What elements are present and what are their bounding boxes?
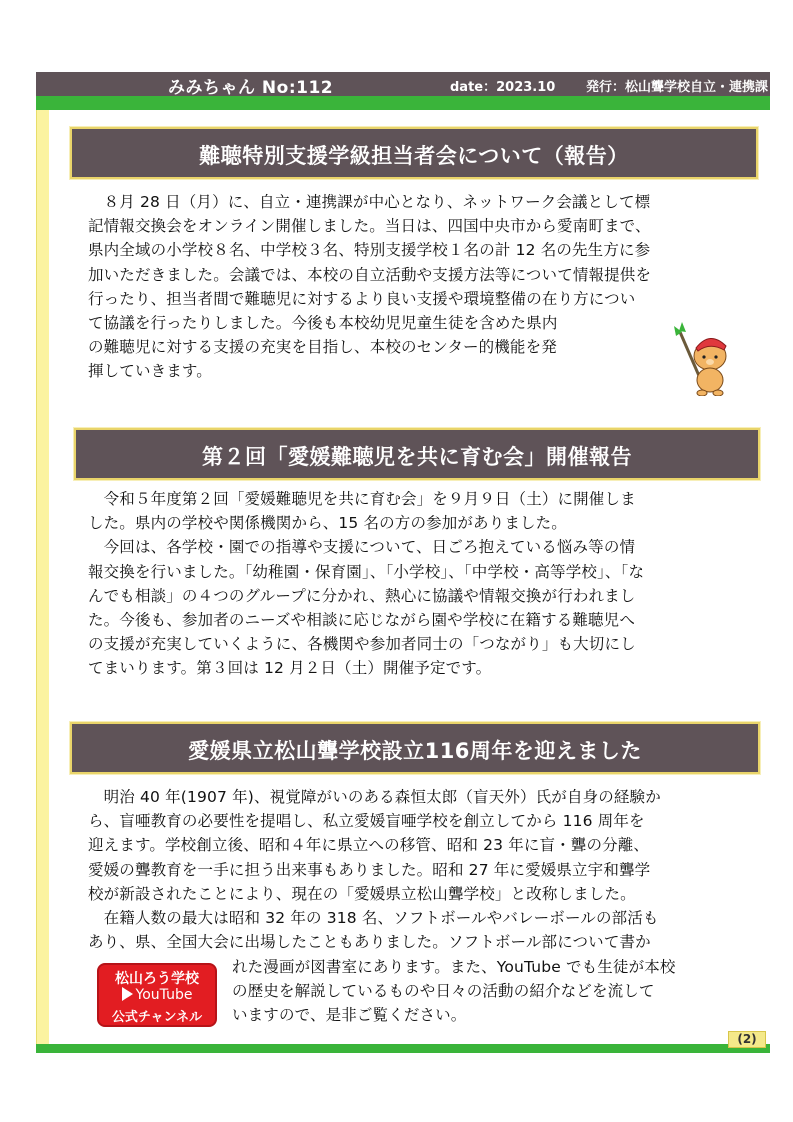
publisher: 発行：松山聾学校自立・連携課 <box>586 80 769 95</box>
section3-line: 迎えます。学校創立後、昭和４年に県立への移管、昭和 23 年に盲・聾の分離、 <box>88 836 650 855</box>
section3-line: いますので、是非ご覧ください。 <box>232 1006 467 1025</box>
section3-heading-box <box>70 722 760 774</box>
play-icon <box>122 987 133 1001</box>
section1-heading-box <box>70 127 758 179</box>
section2-line: 報交換を行いました。「幼稚園・保育園」、「小学校」、「中学校・高等学校」、「な <box>88 562 645 581</box>
section2-line: んでも相談」の４つのグループに分かれ、熱心に協議や情報交換が行われまし <box>88 586 636 605</box>
section3-line: の歴史を解説しているものや日々の活動の紹介などを流して <box>232 982 655 1001</box>
youtube-badge-service <box>99 987 215 1003</box>
section1-line: の難聴児に対する支援の充実を目指し、本校のセンター的機能を発 <box>88 338 557 357</box>
section2-heading-box <box>74 428 760 480</box>
page-number: (2) <box>728 1031 766 1048</box>
header-green-stripe <box>36 96 770 110</box>
section3-line: あり、県、全国大会に出場したこともありました。ソフトボール部について書か <box>88 933 651 952</box>
left-margin-rule <box>36 72 49 1044</box>
section1-line: 記情報交換会をオンライン開催しました。当日は、四国中央市から愛南町まで、 <box>88 217 651 236</box>
section1-line: 揮していきます。 <box>88 362 212 381</box>
bear-mascot-illustration <box>668 322 734 396</box>
section1-line: 加いただきました。会議では、本校の自立活動や支援方法等について情報提供を <box>88 265 652 284</box>
youtube-badge-school-name: 松山ろう学校 <box>115 971 199 987</box>
section1-line: て協議を行ったりしました。今後も本校幼児児童生徒を含めた県内 <box>88 314 558 333</box>
section2-line: した。県内の学校や関係機関から、15 名の方の参加がありました。 <box>88 514 567 533</box>
section3-line: 明治 40 年(1907 年)、視覚障がいのある森恒太郎（盲天外）氏が自身の経験か <box>88 788 661 806</box>
youtube-badge-channel: 公式チャンネル <box>111 1010 203 1025</box>
section3-line: れた漫画が図書室にあります。また、YouTube でも生徒が本校 <box>232 958 676 976</box>
section2-line: てまいります。第３回は 12 月２日（土）開催予定です。 <box>88 659 492 678</box>
section2-title: 第２回「愛媛難聴児を共に育む会」開催報告 <box>202 445 632 469</box>
footer-green-stripe <box>36 1044 770 1053</box>
section3-line: 愛媛の聾教育を一手に担う出来事もありました。昭和 27 年に愛媛県立宇和聾学 <box>88 860 651 879</box>
section1-title: 難聴特別支援学級担当者会について（報告） <box>199 144 629 168</box>
section3-title: 愛媛県立松山聾学校設立116周年を迎えました <box>188 739 642 763</box>
section2-line: 今回は、各学校・園での指導や支援について、日ごろ抱えている悩み等の情 <box>88 538 636 557</box>
section1-body <box>88 190 651 384</box>
section2-line: の支援が充実していくように、各機関や参加者同士の「つながり」も大切にし <box>88 635 636 654</box>
section3-line: 在籍人数の最大は昭和 32 年の 318 名、ソフトボールやバレーボールの部活も <box>88 909 659 928</box>
section2-line: た。今後も、参加者のニーズや相談に応じながら園や学校に在籍する難聴児へ <box>88 611 635 630</box>
section3-line: ら、盲唖教育の必要性を提唱し、私立愛媛盲唖学校を創立してから 116 周年を <box>88 812 645 831</box>
section1-line: 行ったり、担当者間で難聴児に対するより良い支援や環境整備の在り方につい <box>88 289 636 308</box>
youtube-badge-label: YouTube <box>135 987 193 1003</box>
youtube-channel-badge[interactable] <box>97 963 217 1027</box>
section1-line: 県内全域の小学校８名、中学校３名、特別支援学校１名の計 12 名の先生方に参 <box>88 241 651 260</box>
newsletter-title: みみちゃん No:112 <box>168 78 334 98</box>
section1-line: ８月 28 日（月）に、自立・連携課が中心となり、ネットワーク会議として標 <box>88 193 651 211</box>
section2-body <box>88 487 644 681</box>
section3-body <box>88 785 661 954</box>
section2-line: 令和５年度第２回「愛媛難聴児を共に育む会」を９月９日（土）に開催しま <box>88 490 636 508</box>
section3-line: 校が新設されたことにより、現在の「愛媛県立松山聾学校」と改称しました。 <box>88 884 636 903</box>
section3-body-indented <box>232 955 676 1028</box>
issue-date: date：2023.10 <box>450 80 556 95</box>
